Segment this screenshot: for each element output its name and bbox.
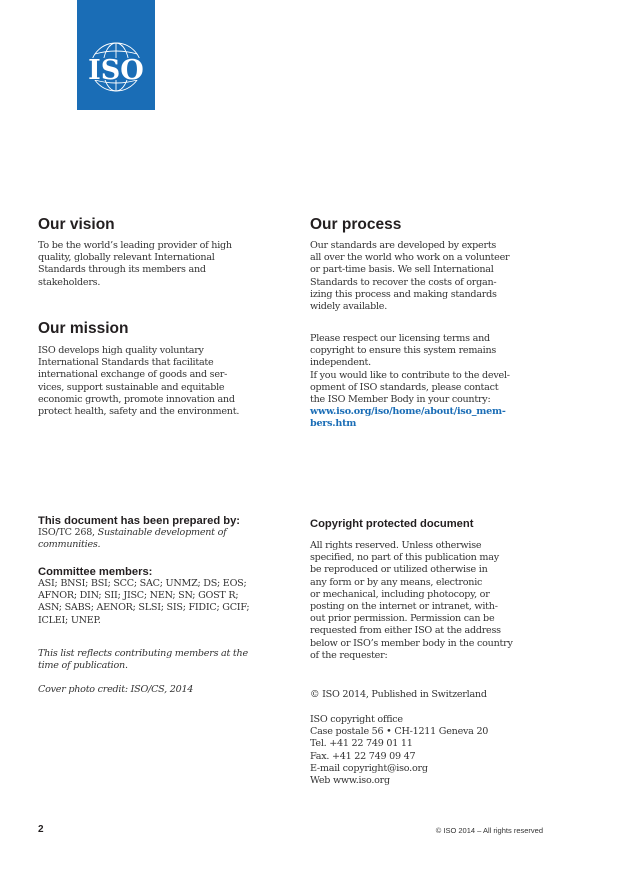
mission-body: ISO develops high quality voluntary International Standards that facilitate international exchange of goods and ser- vices, support sustainable and equitable economic growth, promote innovation and protect health, safety and the environment. xyxy=(38,345,240,418)
vision-heading: Our vision xyxy=(38,216,115,233)
footer-rights: © ISO 2014 – All rights reserved xyxy=(435,826,543,835)
committee-members-heading: Committee members: xyxy=(38,566,153,578)
vision-body: To be the world’s leading provider of high quality, globally relevant International Standards through its members and stakeholders. xyxy=(38,240,232,288)
logo-text: ISO xyxy=(88,55,144,86)
process-para-1: Our standards are developed by experts all over the world who work on a volunteer or part-time basis. We sell International Standards to recover the costs of organ- izing this process and making standards widely available. xyxy=(310,240,510,313)
photo-credit: Cover photo credit: ISO/CS, 2014 xyxy=(38,684,194,695)
iso-members-link[interactable]: www.iso.org/iso/home/about/iso_mem- bers.htm xyxy=(310,406,506,430)
page-number: 2 xyxy=(38,824,44,835)
prepared-by-committee xyxy=(38,527,226,551)
process-heading: Our process xyxy=(310,216,402,233)
process-para-3: If you would like to contribute to the devel- opment of ISO standards, please contact the ISO Member Body in your country: xyxy=(310,370,510,406)
globe-icon xyxy=(77,0,155,110)
copyright-office-address: ISO copyright office Case postale 56 • CH-1211 Geneva 20 Tel. +41 22 749 01 11 Fax. +41 22 749 09 47 E-mail copyright@iso.org Web www.iso.org xyxy=(310,714,489,787)
copyright-published: © ISO 2014, Published in Switzerland xyxy=(310,689,487,700)
committee-name: Sustainable development of communities. xyxy=(38,527,227,551)
committee-members-list: ASI; BNSI; BSI; SCC; SAC; UNMZ; DS; EOS; AFNOR; DIN; SII; JISC; NEN; SN; GOST R; ASN; SABS; AENOR; SLSI; SIS; FIDIC; GCIF; ICLEI; UNEP. xyxy=(38,578,250,626)
copyright-body: All rights reserved. Unless otherwise specified, no part of this publication may be reproduced or utilized otherwise in any form or by any means, electronic or mechanical, including photocopy, or posting on the internet or intranet, with- out prior permission. Permission can be requested from either ISO at the address below or ISO’s member body in the country of the requester: xyxy=(310,540,513,661)
process-para-2: Please respect our licensing terms and copyright to ensure this system remains independent. xyxy=(310,333,497,369)
copyright-heading: Copyright protected document xyxy=(310,518,474,530)
prepared-by-heading: This document has been prepared by: xyxy=(38,515,241,527)
committee-code: ISO/TC 268, xyxy=(38,527,98,538)
iso-logo xyxy=(77,0,155,110)
mission-heading: Our mission xyxy=(38,320,129,337)
members-note: This list reflects contributing members at the time of publication. xyxy=(38,648,248,672)
